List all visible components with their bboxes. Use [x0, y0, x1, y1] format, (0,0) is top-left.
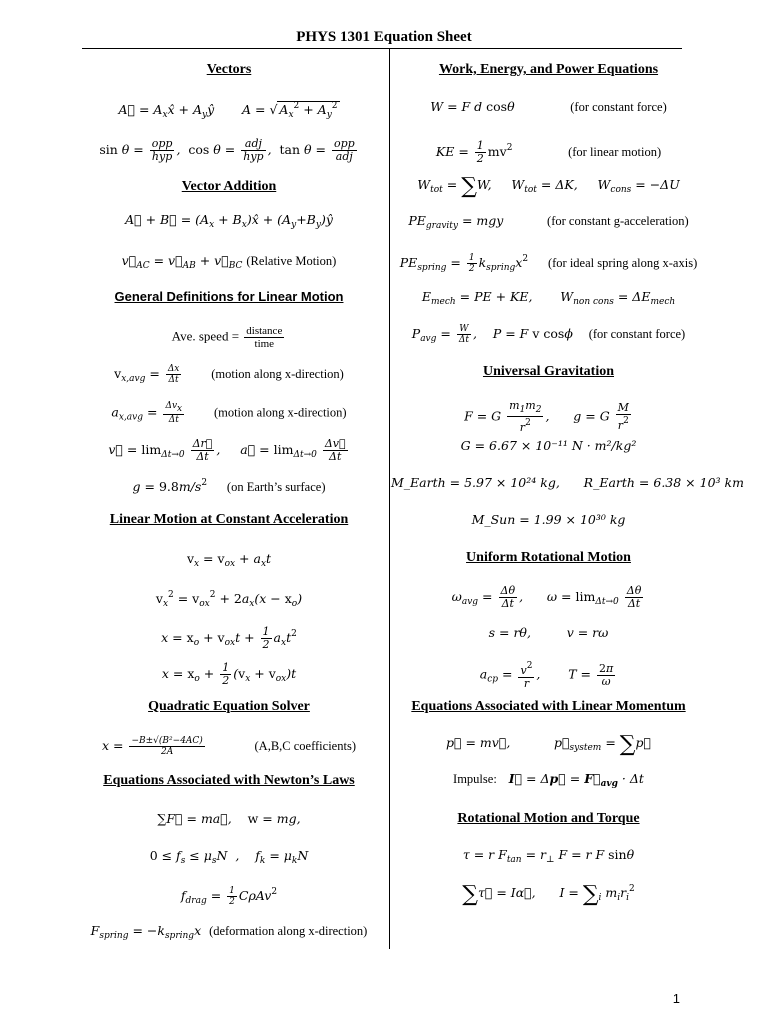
eq-instantaneous-velocity-acceleration: v⃗ = $\lim_{\Delta t\to 0}$ $\frac{\Delta r⃗}{\Delta t}$ , a⃗ = $\lim_{\Delta t\to 0}$ $\frac{\Delta v⃗}{\Delta t}$ [108, 437, 346, 463]
heading-work-energy: Work, Energy, and Power Equations [438, 62, 659, 77]
eq-position-average-velocity: $x = x_o$ + $\frac{1}{2}$ $(v_x + v_{ox})t$ [161, 661, 297, 687]
eq-centripetal-period: $a_{cp}$ = $\frac{v^2}{r}$ , T = $\frac{2\pi}{\omega}$ [479, 661, 614, 690]
title-divider [82, 48, 682, 49]
eq-drag-force: $f_{drag}$ = $\frac{1}{2}$ CρAv$^2$ [180, 886, 278, 907]
column-divider [389, 49, 390, 949]
eq-relative-motion: $v⃗_{AC}$ = $v⃗_{AB}$ + $v⃗_{BC}$ (Relative Motion) [121, 253, 337, 271]
eq-quadratic-formula: x = $\frac{\text{−B±√(B²−4AC)}}{2A}$ (A,B,C coefficients) [102, 736, 356, 757]
eq-gravitational-force: F = G $\frac{m_1m_2}{r^2}$ , g = G $\frac{M}{r^2}$ [464, 399, 629, 434]
eq-average-acceleration: $a_{x,avg}$ = $\frac{\text{Δvx}}{\Delta t}$ (motion along x-direction) [111, 401, 347, 425]
heading-vector-addition: Vector Addition [181, 179, 277, 194]
eq-arc-length: s = rθ, v = rω [488, 625, 609, 640]
eq-gravity-value: $g = 9.8m/s^2$ (on Earth’s surface) [132, 478, 326, 494]
heading-gravitation: Universal Gravitation [482, 364, 615, 379]
eq-power: $P_{avg}$ = $\frac{W}{\Delta t}$ , P = F v cosϕ (for constant force) [411, 324, 686, 345]
eq-velocity-time: $v_x = v_{ox} + a_xt$ [186, 551, 272, 569]
eq-angular-velocity: $\omega_{avg}$ = $\frac{\Delta\theta}{\Delta t}$ , $\omega = \lim_{\Delta t\to 0}$ $\frac{\Delta\theta}{\Delta t}$ [451, 584, 642, 610]
eq-momentum: p⃗ = mv⃗, $p⃗_{system}$ = ∑p⃗ [446, 732, 651, 757]
eq-earth-constants: M_Earth = 5.97 × 10²⁴ kg, R_Earth = 6.38 × 10³ km [391, 475, 744, 490]
eq-average-speed: Ave. speed = $\frac{\text{distance}}{\text{time}}$ [171, 325, 283, 350]
eq-velocity-position: $v_x^2 = v_{ox}^2 + 2a_x(x - x_o)$ [155, 590, 303, 609]
eq-vector-components: A⃗ = $A_xx̂$ + $A_yŷ$ A = √ $A_x^2 + A_y^2$ [118, 101, 338, 120]
eq-average-velocity: $v_{x,avg}$ = $\frac{\Delta x}{\Delta t}$ (motion along x-direction) [114, 364, 344, 385]
heading-rotational: Uniform Rotational Motion [466, 550, 631, 565]
eq-sun-mass: M_Sun = 1.99 × 10³⁰ kg [471, 512, 626, 527]
eq-mechanical-energy: $E_{mech}$ = PE + KE, $W_{non cons} = \Delta E_{mech}$ [421, 289, 676, 307]
eq-kinetic-energy: KE = $\frac{1}{2}$ $mv^2$ (for linear motion) [435, 139, 662, 165]
eq-vector-addition: A⃗ + B⃗ = ($A_x$ + $B_x)x̂$ + $(A_y+B_y)ŷ$ [125, 212, 333, 230]
heading-momentum: Equations Associated with Linear Momentum [411, 699, 686, 714]
eq-torque: τ = r $F_{tan} = r_\perp$ F = r F sinθ [462, 847, 635, 865]
eq-spring-force: $F_{spring} = -k_{spring}x$ (deformation along x-direction) [90, 923, 368, 941]
eq-work: W = F d cosθ (for constant force) [430, 99, 667, 114]
eq-impulse: Impulse: I⃗ = Δp⃗ = $F⃗_{avg} \cdot \Delta t$ [453, 771, 644, 789]
eq-position-time: $x = x_o + v_{ox}t$ + $\frac{1}{2}$ $a_xt^2$ [161, 625, 297, 651]
heading-constant-acceleration: Linear Motion at Constant Acceleration [109, 512, 349, 527]
page-number: 1 [672, 991, 680, 1006]
page-title: PHYS 1301 Equation Sheet [296, 29, 472, 45]
eq-work-energy-theorem: $W_{tot} = \sum W$, $W_{tot} = \Delta K$, $W_{cons} = -\Delta U$ [417, 174, 680, 199]
heading-newton: Equations Associated with Newton’s Laws [103, 773, 355, 788]
eq-newton-second-law: ∑F⃗ = ma⃗, w = mg, [157, 811, 301, 826]
eq-trig-ratios: sin θ = $\frac{\text{opp}}{\text{hyp}}$ , cos θ = $\frac{\text{adj}}{\text{hyp}}$ , tan θ = $\frac{\text{opp}}{\text{adj}}$ [99, 137, 355, 163]
heading-torque: Rotational Motion and Torque [457, 811, 640, 826]
heading-quadratic: Quadratic Equation Solver [148, 699, 310, 714]
eq-rotational-newton-inertia: ∑τ⃗ = Iα⃗, $I = \sum_i$ $m_ir_i^2$ [462, 882, 635, 907]
heading-vectors: Vectors [206, 62, 252, 77]
eq-friction: $0 \le f_s \le \mu_sN$ , $f_k = \mu_kN$ [149, 848, 309, 866]
heading-linear-definitions: General Definitions for Linear Motion [114, 289, 344, 304]
eq-pe-gravity: $PE_{gravity}$ = mgy (for constant g-acceleration) [408, 213, 689, 231]
eq-pe-spring: $PE_{spring}$ = $\frac{1}{2}$ $k_{spring}x^2$ (for ideal spring along x-axis) [399, 253, 698, 274]
eq-gravitational-constant: G = 6.67 × 10⁻¹¹ N · m²/kg² [460, 438, 637, 453]
